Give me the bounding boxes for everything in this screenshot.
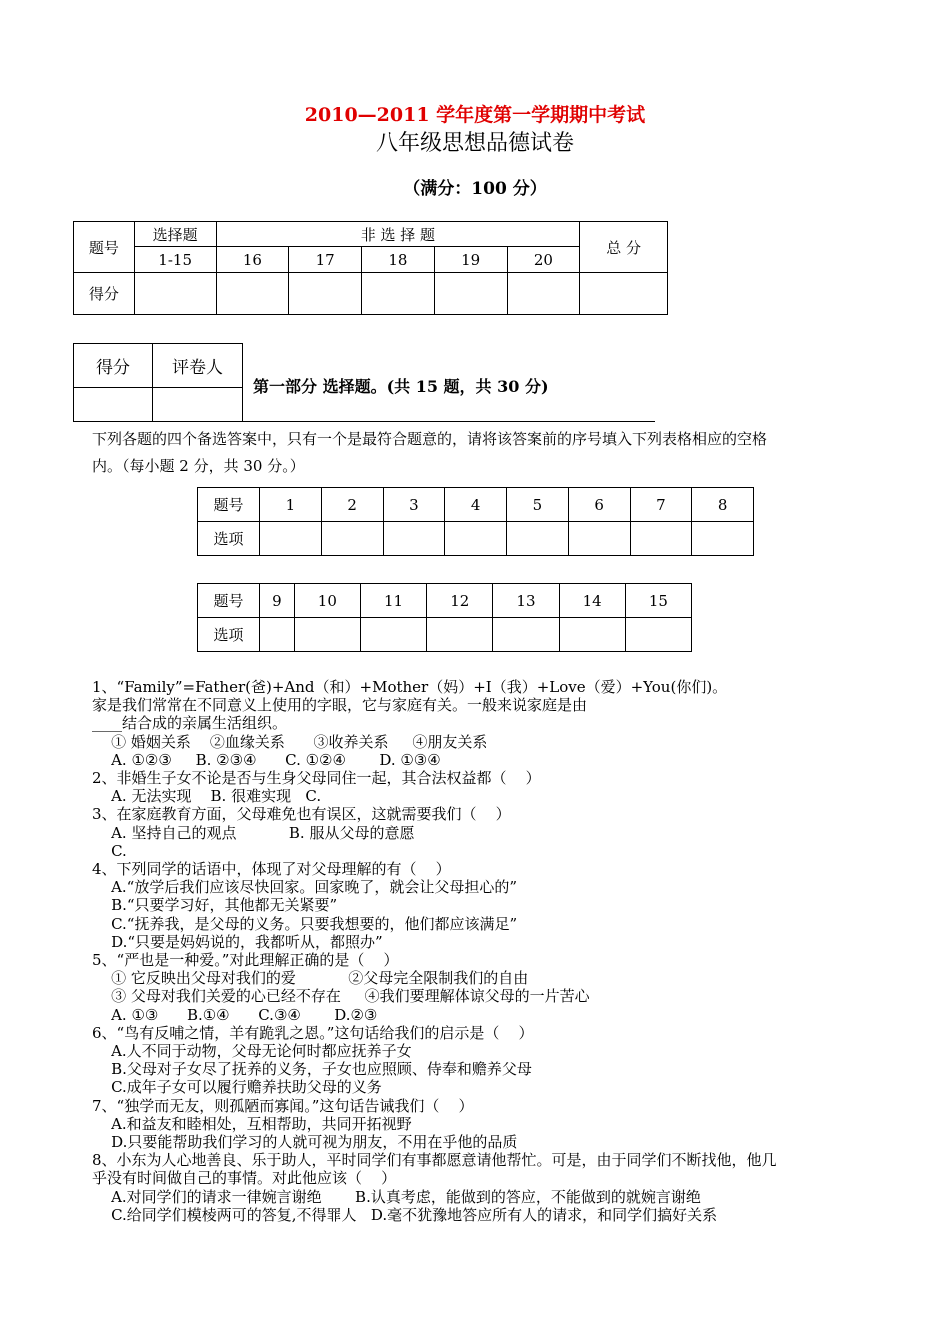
part1-heading: 第一部分 选择题。(共 15 题，共 30 分) <box>253 377 549 396</box>
question-line: D.“只要是妈妈说的，我都听从，都照办” <box>92 932 383 951</box>
answer-table-2 <box>197 583 692 652</box>
answer-num: 14 <box>559 584 625 618</box>
question-line: C.给同学们模棱两可的答复,不得罪人 D.毫不犹豫地答应所有人的请求，和同学们搞好关系 <box>92 1205 718 1224</box>
question-line: 乎没有时间做自己的事情。对此他应该（ ） <box>92 1169 397 1188</box>
answer-cell[interactable] <box>260 618 295 652</box>
answer-num: 2 <box>321 488 383 522</box>
question-line: A. ①②③ B. ②③④ C. ①②④ D. ①③④ <box>92 750 441 769</box>
part1-instruction <box>92 426 852 480</box>
score-table-num: 18 <box>362 247 435 273</box>
answer-num: 9 <box>260 584 295 618</box>
question-line: A. ①③ B.①④ C.③④ D.②③ <box>92 1005 378 1024</box>
score-table <box>73 221 668 315</box>
answer-cell[interactable] <box>559 618 625 652</box>
question-line: ____结合成的亲属生活组织。 <box>92 714 288 733</box>
answer-cell[interactable] <box>507 522 569 556</box>
question-line: 4、下列同学的话语中，体现了对父母理解的有（ ） <box>92 860 451 879</box>
answer-cell[interactable] <box>568 522 630 556</box>
question-line: A. 无法实现 B. 很难实现 C. <box>92 787 322 806</box>
answer-num: 15 <box>625 584 691 618</box>
question-line: C. <box>92 841 127 860</box>
question-line: C.成年子女可以履行赡养扶助父母的义务 <box>92 1078 382 1097</box>
answer-num: 1 <box>260 488 322 522</box>
question-line: A.对同学们的请求一律婉言谢绝 B.认真考虑，能做到的答应，不能做到的就婉言谢绝 <box>92 1187 701 1206</box>
question-line: A.人不同于动物，父母无论何时都应抚养子女 <box>92 1042 412 1061</box>
score-table-tihao: 题号 <box>74 222 135 273</box>
answer-table-tihao: 题号 <box>198 488 260 522</box>
score-table-num: 20 <box>507 247 580 273</box>
answer-table-1 <box>197 487 754 556</box>
answer-cell[interactable] <box>427 618 493 652</box>
answer-num: 12 <box>427 584 493 618</box>
answer-table-option: 选项 <box>198 618 260 652</box>
question-line: B.“只要学习好，其他都无关紧要” <box>92 896 338 915</box>
question-line: 8、小东为人心地善良、乐于助人，平时同学们有事都愿意请他帮忙。可是，由于同学们不断找他，他几 <box>92 1151 777 1170</box>
question-line: B.父母对子女尽了抚养的义务，子女也应照顾、侍奉和赡养父母 <box>92 1060 532 1079</box>
answer-cell[interactable] <box>493 618 559 652</box>
question-line: A.和益友和睦相处，互相帮助，共同开拓视野 <box>92 1114 412 1133</box>
score-cell[interactable] <box>362 273 435 315</box>
question-line: ① 婚姻关系 ②血缘关系 ③收养关系 ④朋友关系 <box>92 732 488 751</box>
answer-cell[interactable] <box>383 522 445 556</box>
question-line: ③ 父母对我们关爱的心已经不存在 ④我们要理解体谅父母的一片苦心 <box>92 987 590 1006</box>
answer-num: 8 <box>692 488 754 522</box>
answer-cell[interactable] <box>294 618 360 652</box>
answer-num: 7 <box>630 488 692 522</box>
score-table-range: 1-15 <box>134 247 216 273</box>
score-table-defen: 得分 <box>74 273 135 315</box>
questions-block <box>92 678 867 1224</box>
full-score-label: （满分：100 分） <box>403 179 547 199</box>
question-line: 1、“Family”=Father(爸)+And（和）+Mother（妈）+I（我）+Love（爱）+You(你们)。 <box>92 678 728 696</box>
score-cell[interactable] <box>434 273 507 315</box>
question-line: D.只要能帮助我们学习的人就可视为朋友，不用在乎他的品质 <box>92 1133 518 1152</box>
score-table-zongfen: 总 分 <box>580 222 668 273</box>
instruction-line: 下列各题的四个备选答案中，只有一个是最符合题意的，请将该答案前的序号填入下列表格相应的空格 <box>92 430 768 448</box>
answer-num: 10 <box>294 584 360 618</box>
answer-num: 6 <box>568 488 630 522</box>
question-line: 2、非婚生子女不论是否与生身父母同住一起，其合法权益都（ ） <box>92 769 541 788</box>
question-line: 3、在家庭教育方面，父母难免也有误区，这就需要我们（ ） <box>92 805 511 824</box>
score-table-feixuanze: 非 选 择 题 <box>216 222 580 247</box>
question-line: 家是我们常常在不同意义上使用的字眼，它与家庭有关。一般来说家庭是由 <box>92 696 588 715</box>
score-table-num: 16 <box>216 247 289 273</box>
answer-num: 5 <box>507 488 569 522</box>
question-line: A.“放学后我们应该尽快回家。回家晚了，就会让父母担心的” <box>92 878 518 897</box>
answer-num: 11 <box>360 584 426 618</box>
question-line: 5、“严也是一种爱。”对此理解正确的是（ ） <box>92 951 399 970</box>
answer-cell[interactable] <box>445 522 507 556</box>
question-line: 7、“独学而无友，则孤陋而寡闻。”这句话告诫我们（ ） <box>92 1096 474 1115</box>
score-table-xuanze: 选择题 <box>134 222 216 247</box>
answer-cell[interactable] <box>692 522 754 556</box>
part1-divider <box>243 421 655 422</box>
grader-name-cell[interactable] <box>153 388 243 422</box>
score-table-num: 19 <box>434 247 507 273</box>
score-cell[interactable] <box>216 273 289 315</box>
instruction-line: 内。（每小题 2 分，共 30 分。） <box>92 457 305 475</box>
answer-table-tihao: 题号 <box>198 584 260 618</box>
grader-table <box>73 343 243 422</box>
question-line: 6、“鸟有反哺之情，羊有跪乳之恩。”这句话给我们的启示是（ ） <box>92 1023 534 1042</box>
answer-cell[interactable] <box>321 522 383 556</box>
answer-cell[interactable] <box>630 522 692 556</box>
grader-score-cell[interactable] <box>74 388 153 422</box>
score-cell[interactable] <box>134 273 216 315</box>
score-cell[interactable] <box>580 273 668 315</box>
grader-pingjuanren: 评卷人 <box>153 344 243 388</box>
answer-cell[interactable] <box>260 522 322 556</box>
answer-num: 13 <box>493 584 559 618</box>
score-cell[interactable] <box>289 273 362 315</box>
question-line: C.“抚养我，是父母的义务。只要我想要的，他们都应该满足” <box>92 914 518 933</box>
answer-cell[interactable] <box>625 618 691 652</box>
question-line: ① 它反映出父母对我们的爱 ②父母完全限制我们的自由 <box>92 969 529 988</box>
answer-num: 3 <box>383 488 445 522</box>
answer-table-option: 选项 <box>198 522 260 556</box>
grader-defen: 得分 <box>74 344 153 388</box>
answer-num: 4 <box>445 488 507 522</box>
exam-title-subject: 八年级思想品德试卷 <box>375 131 574 156</box>
exam-title-year: 2010—2011 学年度第一学期期中考试 <box>304 104 646 126</box>
score-cell[interactable] <box>507 273 580 315</box>
answer-cell[interactable] <box>360 618 426 652</box>
score-table-num: 17 <box>289 247 362 273</box>
question-line: A. 坚持自己的观点 B. 服从父母的意愿 <box>92 823 415 842</box>
